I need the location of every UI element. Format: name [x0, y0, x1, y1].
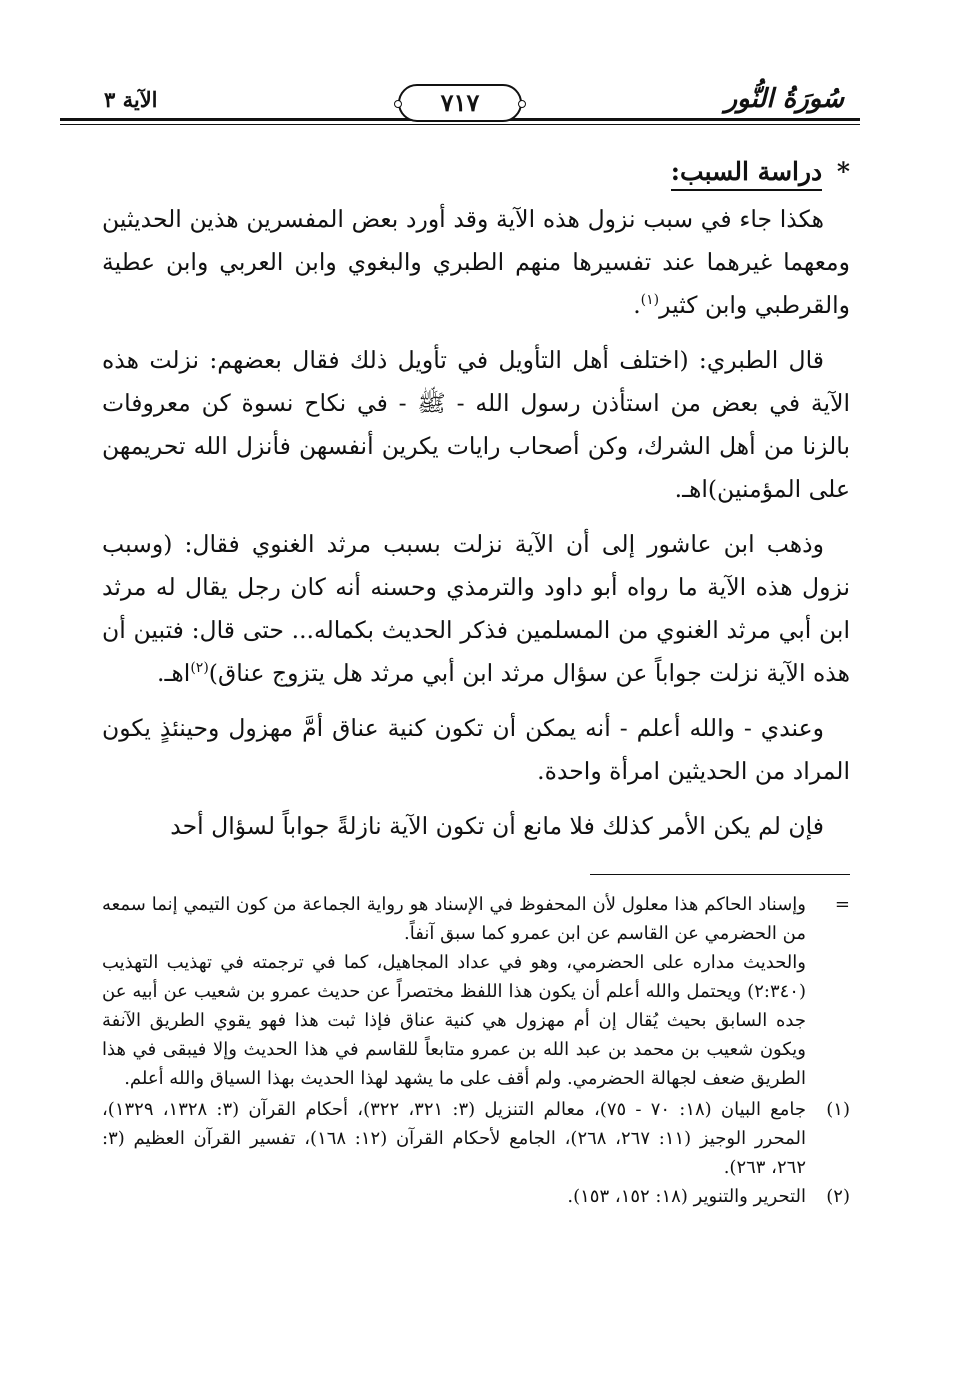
paragraph-2-text: قال الطبري: (اختلف أهل التأويل في تأويل ذلك فقال بعضهم: نزلت هذه الآية في بعض من استأذن رسول الله - ﷺ - في نكاح نسوة كن معروفات بالزنا من أهل الشرك، وكن أصحاب رايات يكرين أنفسهن فأنزل الله تحريمهن على المؤمنين)اهـ. — [102, 346, 850, 503]
footnote-ref-1: (١) — [640, 292, 660, 309]
paragraph-4-text: وعندي - والله أعلم - أنه يمكن أن تكون كنية عناق أمَّ مهزول وحينئذٍ يكون المراد من الحديثين امرأة واحدة. — [102, 714, 850, 785]
footnote-separator — [590, 874, 850, 875]
page-header — [60, 72, 860, 132]
paragraph-3 — [102, 523, 850, 695]
footnote-continuation — [102, 890, 850, 1093]
continuation-para-1: وإسناد الحاكم هذا معلول لأن المحفوظ في الإسناد هو رواية الجماعة من كون التيمي إنما سمعه من الحضرمي عن القاسم عن ابن عمرو كما سبق آنفاً. — [102, 894, 806, 944]
footnote-ref-2: (٢) — [190, 660, 209, 677]
page-number: ٧١٧ — [398, 84, 522, 122]
continuation-para-2: والحديث مداره على الحضرمي، وهو في عداد المجاهيل، كما في ترجمته في تهذيب التهذيب (٢:٣٤٠) ويحتمل والله أعلم أن يكون هذا اللفظ مختصراً عن حديث عمرو بن شعيب عن أبيه عن جده السابق بحيث يُقال إن أم مهزول هي كنية عناق فإذا ثبت هذا فهو يقوي الطريق الآنفة ويكون شعيب بن محمد بن عبد الله بن عمرو متابعاً للقاسم في هذا الحديث وإلا فيبقى في هذا الطريق ضعف لجهالة الحضرمي. ولم أقف على ما يشهد لهذا الحديث بهذا السياق والله أعلم. — [102, 952, 806, 1089]
paragraph-4 — [102, 707, 850, 793]
footnote-1-text: جامع البيان (١٨: ٧٠ - ٧٥)، معالم التنزيل (٣: ٣٢١، ٣٢٢)، أحكام القرآن (٣: ١٣٢٨، ١٣٢٩)، المحرر الوجيز (١١: ٢٦٧، ٢٦٨)، الجامع لأحكام القرآن (١٢: ١٦٨)، تفسير القرآن العظيم (٣: ٢٦٢، ٢٦٣). — [102, 1099, 806, 1178]
surah-name: سُورَةُ النُّور — [721, 84, 848, 114]
section-star: * — [836, 157, 850, 186]
footnotes — [102, 890, 850, 1211]
footnote-1 — [102, 1095, 850, 1182]
section-title — [102, 150, 850, 194]
header-rule-thin — [60, 124, 860, 125]
paragraph-5-text: فإن لم يكن الأمر كذلك فلا مانع أن تكون الآية نازلةً جواباً لسؤال أحد — [170, 812, 824, 840]
paragraph-3-tail: اهـ. — [157, 659, 191, 687]
main-text — [102, 150, 850, 848]
paragraph-5 — [102, 805, 850, 848]
paragraph-2 — [102, 339, 850, 511]
ayah-label: الآية ٣ — [100, 86, 162, 114]
paragraph-1 — [102, 198, 850, 327]
continuation-marker: = — [834, 894, 850, 915]
paragraph-1-tail: . — [633, 291, 641, 319]
footnote-2-marker: (٢) — [826, 1186, 850, 1207]
footnote-2 — [102, 1182, 850, 1211]
paragraph-3-text: وذهب ابن عاشور إلى أن الآية نزلت بسبب مرثد الغنوي فقال: (وسبب نزول هذه الآية ما رواه أبو داود والترمذي وحسنه أنه كان رجل يقال له مرثد ابن أبي مرثد الغنوي من المسلمين فذكر الحديث بكماله... حتى قال: فتبين أن هذه الآية نزلت جواباً عن سؤال مرثد ابن أبي مرثد هل يتزوج عناق) — [102, 530, 850, 687]
paragraph-1-text: هكذا جاء في سبب نزول هذه الآية وقد أورد بعض المفسرين هذين الحديثين ومعهما غيرهما عند تفسيرها منهم الطبري والبغوي وابن العربي وابن عطية والقرطبي وابن كثير — [102, 205, 850, 319]
section-title-text: دراسة السبب: — [671, 155, 822, 191]
footnote-1-marker: (١) — [826, 1099, 850, 1120]
footnote-2-text: التحرير والتنوير (١٨: ١٥٢، ١٥٣). — [567, 1186, 806, 1207]
